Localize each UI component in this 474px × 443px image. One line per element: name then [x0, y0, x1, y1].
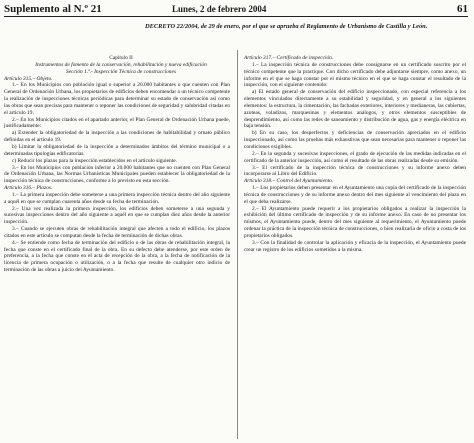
- paragraph: Capítulo II: [109, 55, 133, 61]
- paragraph: 2.– El Ayuntamiento puede requerir a los propietarios obligados a realizar la inspección la exhibición del último certificado de inspección y de su informe anexo. En caso de no presentar los mismos, el Ayuntamiento puede, dentro del mes siguiente al requerimiento, el Ayuntamiento puede ordenar la práctica de la inspección técnica de construcciones, o bien realizarla de oficio a costa de los propietarios obligados.: [244, 205, 466, 239]
- paragraph: 3.– En los Municipios con población inferior a 20.000 habitantes que no cuenten con Plan General de Ordenación Urbana, las Normas Urbanísticas Municipales pueden establecer la obligatoriedad de la inspección técnica de construcciones, conforme a lo previsto en esta sección.: [4, 164, 230, 185]
- paragraph: a) El estado general de conservación del edificio inspeccionado, con especial referencia a los elementos vinculados directamente a su estabilidad y seguridad, y en general a los siguientes elementos: la estructura, la cimentación, las fachadas exteriores, interiores y medianeras, las cubiertas, azoteas, voladizos, marquesinas y elementos análogos, y otros elementos susceptibles de desprendimiento, así como las redes de saneamiento y distribución de agua, gas y energía eléctrica en baja tensión.: [244, 89, 466, 130]
- paragraph: 1.– La primera inspección debe someterse a una primera inspección técnica dentro del año siguiente a aquél en que se cumplan cuarenta años desde su fecha de terminación.: [4, 191, 230, 205]
- decree-title: DECRETO 22/2004, de 29 de enero, por el que se aprueba el Reglamento de Urbanismo de Castilla y León.: [145, 23, 428, 30]
- header-rule: [4, 16, 468, 17]
- paragraph: b) En su caso, los desperfectos y deficiencias de conservación apreciados en el edificio inspeccionado, así como las pruebas más exhaustivas que sean necesarias para mantener o reponer las condiciones exigibles.: [244, 130, 466, 150]
- paragraph: 1.– Los propietarios deben presentar en el Ayuntamiento una copia del certificado de la inspección técnica de construcciones y de su informe anexo dentro del mes siguiente al vencimiento del plazo en el que deba realizarse.: [244, 185, 466, 205]
- heading: Artículo 318.– Control del Ayuntamiento.: [244, 178, 334, 185]
- header-date: Lunes, 2 de febrero 2004: [172, 4, 267, 14]
- paragraph: 1.– La inspección técnica de construcciones debe consignarse en un certificado suscrito por el técnico competente que la practique. Con dicho certificado debe adjuntarse siempre, como anexo, un informe en el que se haga constar por el mismo técnico en el que se haga constar el resultado de la inspección, con el siguiente contenido:: [244, 61, 466, 89]
- paragraph: a) Extender la obligatoriedad de la inspección a las condiciones de habitabilidad y ornato público definidas en el artículo 19.: [4, 130, 230, 144]
- header-supplement: Suplemento al N.º 21: [4, 3, 102, 15]
- left-column: [4, 55, 230, 274]
- heading: Artículo 317.– Certificado de inspección.: [244, 55, 334, 61]
- page-number: 61: [457, 3, 468, 15]
- heading: Instrumentos de fomento de la conservación, rehabilitación y nueva edificación: [35, 61, 207, 68]
- column-divider: [237, 50, 238, 439]
- paragraph: 1.– En los Municipios con población igual o superior a 20.000 habitantes o que cuenten con Plan General de Ordenación Urbana, los propietarios de edificios deben encomendar a un técnico competente la realización de inspecciones técnicas periódicas para determinar su estado de conservación así como las obras que sean precisas para mantener o reponer las condiciones de seguridad y salubridad citadas en el artículo 19.: [4, 82, 230, 116]
- paragraph: c) Reducir los plazos para la inspección establecidos en el artículo siguiente.: [12, 157, 177, 164]
- paragraph: 2.– Una vez realizada la primera inspección, los edificios deben someterse a una segunda y sucesivas inspecciones dentro del año siguiente a aquél en que se cumplan diez años desde la anterior inspección.: [4, 205, 230, 226]
- paragraph: b) Limitar la obligatoriedad de la inspección a determinados ámbitos del término municipal o a determinadas tipologías edificatorias.: [4, 143, 230, 157]
- paragraph: 2.– En los Municipios citados en el apartado anterior, el Plan General de Ordenación Urbana puede, justificadamente:: [4, 116, 230, 130]
- heading: Sección 1.ª.- Inspección Técnica de construcciones: [65, 68, 176, 75]
- heading: Artículo 316.– Plazos.: [4, 185, 53, 192]
- paragraph: 4.– Se entiende como fecha de terminación del edificio o de las obras de rehabilitación integral, la fecha que conste en el certificado final de la obra. En su defecto debe atenderse, por este orden de preferencia, a la fecha que conste en el acta de recepción de la obra, a la fecha de notificación de la licencia de primera ocupación o utilización, o a la fecha que resulte de cualquier otro indicio de terminación de las obras a juicio del Ayuntamiento.: [4, 239, 230, 274]
- heading: Artículo 315.– Objeto.: [4, 75, 53, 82]
- right-column: [244, 55, 466, 253]
- paragraph: 3.– Cuando se ejecuten obras de rehabilitación integral que afecten a todo el edificio, los plazos citados en este artículo se computan desde la fecha de terminación de dichas obras.: [4, 226, 230, 239]
- paragraph: 3.– Con la finalidad de controlar la aplicación y eficacia de la inspección, el Ayuntamiento puede crear un registro de los edificios sometidos a la misma.: [244, 239, 466, 253]
- paragraph: 3.– El certificado de la inspección técnica de construcciones y su informe anexo deben incorporarse al Libro del Edificio.: [244, 164, 466, 178]
- paragraph: 2.– En la segunda y sucesivas inspecciones, el grado de ejecución de las medidas indicadas en el certificado de la anterior inspección, así como el resultado de las obras realizadas desde su emisión.: [244, 150, 466, 164]
